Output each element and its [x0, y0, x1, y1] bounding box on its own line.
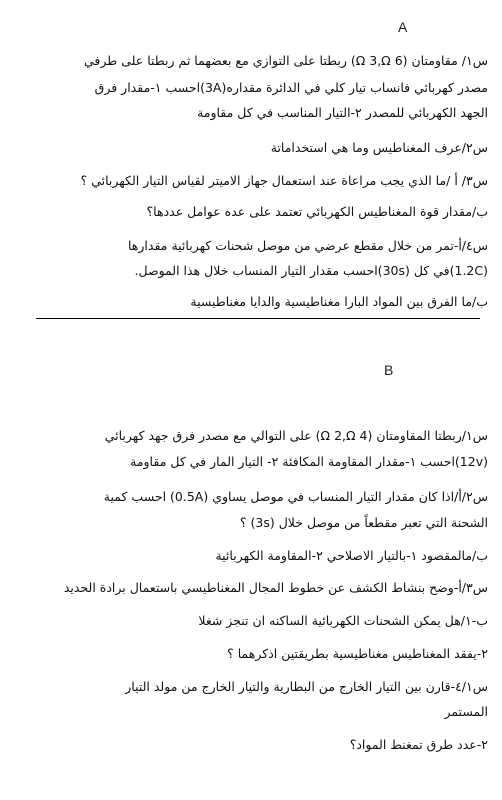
- question-line: س٣/أ-وضح بنشاط الكشف عن خطوط المجال المغناطيسي باستعمال برادة الحديد: [63, 580, 488, 595]
- question-line: (12v)احسب ١-مقدار المقاومة المكافئة ٢- التيار المار في كل مقاومة: [130, 454, 488, 469]
- question-line: ب-١/هل يمكن الشحنات الكهربائية الساكنه ان تنجز شغلا: [198, 613, 488, 628]
- question-line: مصدر كهربائي فانساب تيار كلي في الدائرة مقداره(3A)احسب ١-مقدار فرق: [94, 80, 488, 95]
- question-line: ٢-يفقد المغناطيس مغناطيسية بطريقتين اذكرهما ؟: [227, 646, 488, 661]
- question-line: س٤/أ-تمر من خلال مقطع عرضي من موصل شحنات كهربائية مقدارها: [127, 238, 488, 253]
- question-line: الشحنة التي تعبر مقطعاً من موصل خلال (3s) ؟: [239, 515, 488, 530]
- question-line: س٤/١-قارن بين التيار الخارج من البطارية والتيار الخارج من مولد التيار: [125, 679, 488, 694]
- section-b-label: B: [384, 362, 394, 378]
- question-line: الجهد الكهربائي للمصدر ٢-التيار المناسب في كل مقاومة: [197, 105, 488, 120]
- question-line: ب/مالمقصود ١-بالتيار الاصلاحي ٢-المقاومة الكهربائية: [215, 548, 488, 563]
- question-line: ٢-عدد طرق تمغنط المواد؟: [349, 737, 488, 752]
- question-line: (1.2C)في كل (30s)احسب مقدار التيار المنساب خلال هذا الموصل.: [134, 263, 488, 278]
- question-line: ب/مقدار قوة المغناطيس الكهربائي تعتمد على عده عوامل عددها؟: [146, 204, 488, 219]
- question-line: س١/ مقاومتان (Ω 3,Ω 6) ربطتا على التوازي مع بعضهما ثم ربطتا على طرفي: [84, 53, 488, 68]
- question-line: س١/ربطتا المقاومتان (Ω 2,Ω 4) على التوالي مع مصدر فرق جهد كهربائي: [104, 428, 488, 443]
- question-line: ب/ما الفرق بين المواد البارا مغناطيسية والدايا مغناطيسية: [190, 294, 488, 309]
- question-line: س٣/ أ /ما الذي يجب مراعاة عند استعمال جهاز الاميتر لقياس التيار الكهربائي ؟: [80, 173, 488, 188]
- section-divider: [36, 318, 480, 319]
- question-line: المستمر: [444, 704, 488, 719]
- section-a-label: A: [398, 19, 408, 35]
- question-line: س٢/عرف المغناطيس وما هي استخداماتة: [270, 140, 488, 155]
- question-line: س٢/أ/اذا كان مقدار التيار المنساب في موصل يساوي (0.5A) احسب كمية: [103, 489, 488, 504]
